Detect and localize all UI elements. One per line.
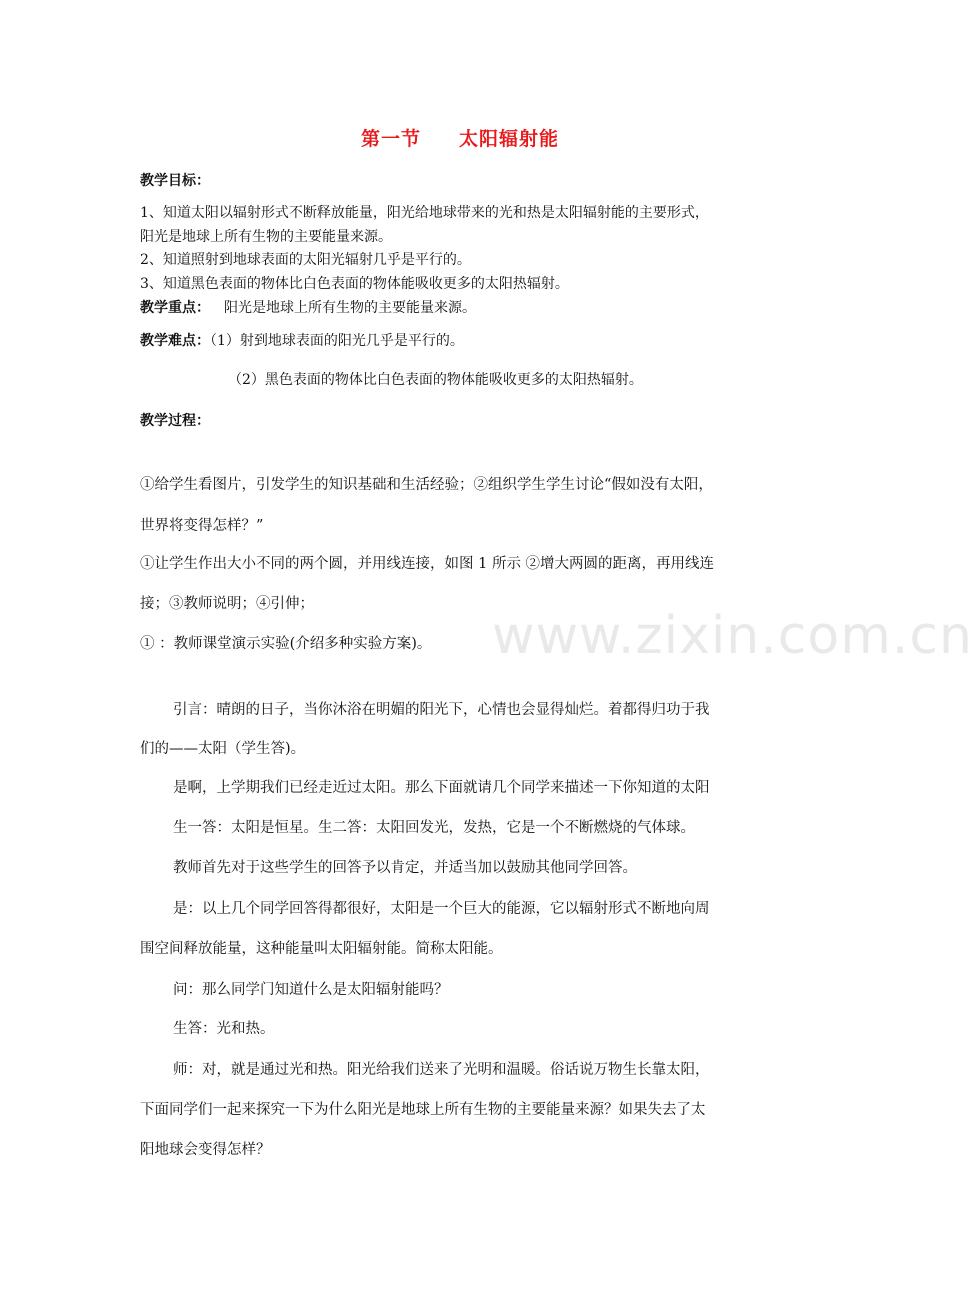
difficulty-item-1: （1）射到地球表面的阳光几乎是平行的。 xyxy=(210,333,464,349)
dialogue-3: 生一答：太阳是恒星。生二答：太阳回发光，发热，它是一个不断燃烧的气体球。 xyxy=(173,820,695,836)
process-heading: 教学过程： xyxy=(140,413,210,429)
objective-1-line-1: 1、知道太阳以辐射形式不断释放能量，阳光给地球带来的光和热是太阳辐射能的主要形式， xyxy=(140,205,709,221)
title-section: 第一节 xyxy=(360,128,421,150)
dialogue-intro-line-1: 引言：晴朗的日子，当你沐浴在明媚的阳光下，心情也会显得灿烂。着都得归功于我 xyxy=(173,702,710,718)
difficulty-item-2: （2）黑色表面的物体比白色表面的物体能吸收更多的太阳热辐射。 xyxy=(228,372,643,388)
key-point xyxy=(140,301,476,315)
dialogue-7: 生答：光和热。 xyxy=(173,1021,275,1037)
process-p1-line-1: ①给学生看图片，引发学生的知识基础和生活经验；②组织学生学生讨论“假如没有太阳， xyxy=(140,477,713,493)
key-point-text: 阳光是地球上所有生物的主要能量来源。 xyxy=(224,300,476,316)
page-title xyxy=(0,124,920,151)
dialogue-8-line-1: 师：对，就是通过光和热。阳光给我们送来了光明和温暖。俗话说万物生长靠太阳， xyxy=(173,1062,710,1078)
difficulty-label: 教学难点： xyxy=(140,333,210,349)
dialogue-4: 教师首先对于这些学生的回答予以肯定，并适当加以鼓励其他同学回答。 xyxy=(173,860,637,876)
watermark: www.zixin.com.cn xyxy=(492,606,973,666)
dialogue-5-line-1: 是：以上几个同学回答得都很好，太阳是一个巨大的能源，它以辐射形式不断地向周 xyxy=(173,901,710,917)
process-p3: ① ：教师课堂演示实验(介绍多种实验方案)。 xyxy=(140,636,432,652)
dialogue-8-line-3: 阳地球会变得怎样？ xyxy=(140,1142,271,1158)
objective-1-line-2: 阳光是地球上所有生物的主要能量来源。 xyxy=(140,229,392,245)
objective-3: 3、知道黑色表面的物体比白色表面的物体能吸收更多的太阳热辐射。 xyxy=(140,276,569,292)
dialogue-6: 问：那么同学门知道什么是太阳辐射能吗？ xyxy=(173,982,449,998)
process-p2-line-1: ①让学生作出大小不同的两个圆，并用线连接，如图 1 所示 ②增大两圆的距离，再用线连 xyxy=(140,556,715,572)
dialogue-5-line-2: 围空间释放能量，这种能量叫太阳辐射能。简称太阳能。 xyxy=(140,941,503,957)
difficulty-line-1 xyxy=(140,334,464,348)
process-p2-line-2: 接；③教师说明；④引伸； xyxy=(140,596,314,612)
objectives-heading: 教学目标： xyxy=(140,173,210,189)
key-point-label: 教学重点： xyxy=(140,300,210,316)
process-p1-line-2: 世界将变得怎样？” xyxy=(140,518,264,534)
dialogue-8-line-2: 下面同学们一起来探究一下为什么阳光是地球上所有生物的主要能量来源？如果失去了太 xyxy=(140,1102,706,1118)
title-topic: 太阳辐射能 xyxy=(459,128,560,150)
dialogue-intro-line-2: 们的——太阳（学生答)。 xyxy=(140,741,306,757)
dialogue-2: 是啊，上学期我们已经走近过太阳。那么下面就请几个同学来描述一下你知道的太阳 xyxy=(173,780,710,796)
objective-2: 2、知道照射到地球表面的太阳光辐射几乎是平行的。 xyxy=(140,252,471,268)
